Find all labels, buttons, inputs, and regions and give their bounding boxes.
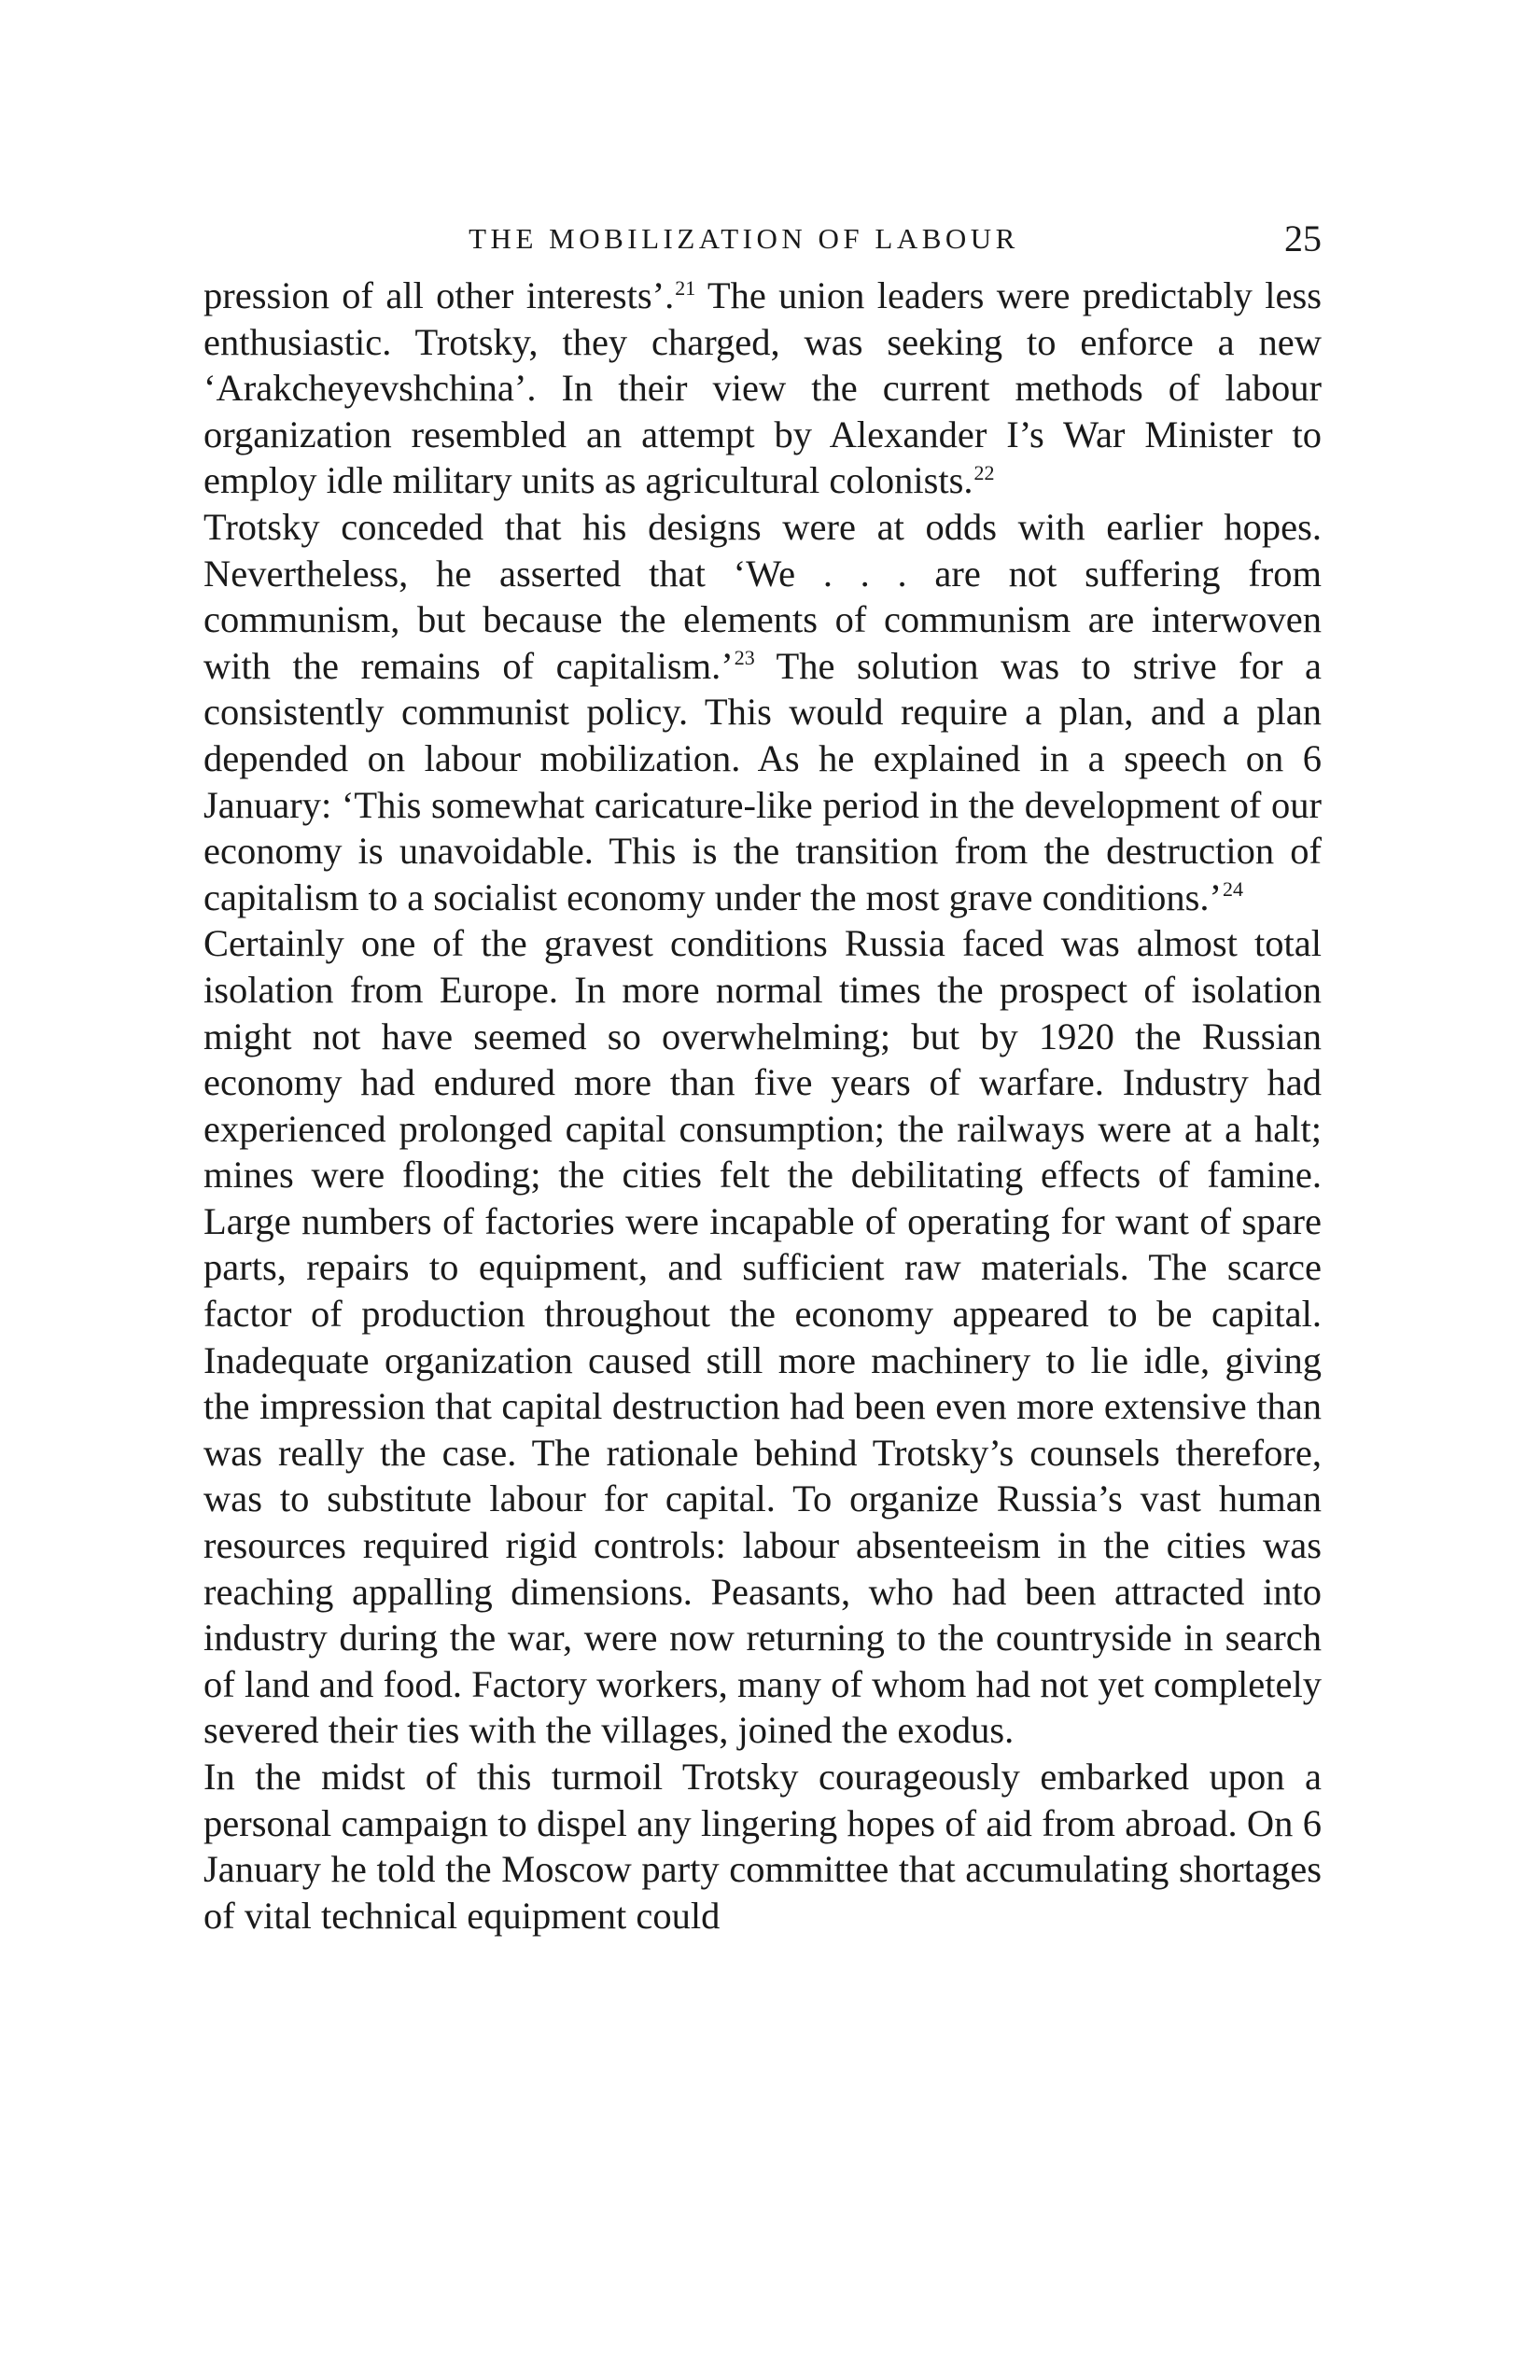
text-run: The solution was to strive for a consistently communist policy. This would require a plan, and a plan depended on labour mobilization. As he explained in a speech on 6 January: ‘This somewhat caricature-like period in the development of our economy is unavoidable. This is the transition from the destruction of capitalism to a socialist economy under the most grave conditions.’ [203,644,1322,918]
text-run: In the midst of this turmoil Trotsky courageously embarked upon a personal campaign to dispel any lingering hopes of aid from abroad. On 6 January he told the Moscow party committee that accumulating shortages of vital technical equipment could [203,1756,1322,1937]
text-run: Trotsky conceded that his designs were at odds with earlier hopes. Nevertheless, he asserted that ‘We . . . are not suffering from communism, but because the elements of communism are interwoven with the remains of capitalism.’ [203,505,1322,687]
text-run: The union leaders were predictably less enthusiastic. Trotsky, they charged, was seeking to enforce a new ‘Arakcheyevshchina’. In their view the current methods of labour organization resembled an attempt by Alexander I’s War Minister to employ idle military units as agricultural colonists. [203,274,1322,502]
text-run: Certainly one of the gravest conditions Russia faced was almost total isolation from Europe. In more normal times the prospect of isolation might not have seemed so overwhelming; but by 1920 the Russian economy had endured more than five years of warfare. Industry had experienced prolonged capital consumption; the railways were at a halt; mines were flooding; the cities felt the debilitating effects of famine. Large numbers of factories were incapable of operating for want of spare parts, repairs to equipment, and sufficient raw materials. The scarce factor of production throughout the economy appeared to be capital. Inadequate organization caused still more machinery to lie idle, giving the impression that capital destruction had been even more extensive than was really the case. The rationale behind Trotsky’s counsels therefore, was to substitute labour for capital. To organize Russia’s vast human resources required rigid controls: labour absenteeism in the cities was reaching appalling dimensions. Peasants, who had been attracted into industry during the war, were now returning to the countryside in search of land and food. Factory workers, many of whom had not yet completely severed their ties with the villages, joined the exodus. [203,922,1322,1752]
paragraph [203,1754,1322,1939]
book-page [203,215,1322,1939]
running-head [203,215,1322,263]
paragraph [203,920,1322,1754]
footnote-ref-24: 24 [1223,877,1243,902]
body-text [203,273,1322,1939]
running-title: THE MOBILIZATION OF LABOUR [469,222,1019,255]
paragraph [203,273,1322,504]
paragraph [203,504,1322,920]
page-number: 25 [1284,217,1322,259]
footnote-ref-22: 22 [973,460,995,484]
footnote-ref-23: 23 [734,646,755,670]
text-run: pression of all other interests’. [203,274,675,316]
footnote-ref-21: 21 [675,275,696,300]
